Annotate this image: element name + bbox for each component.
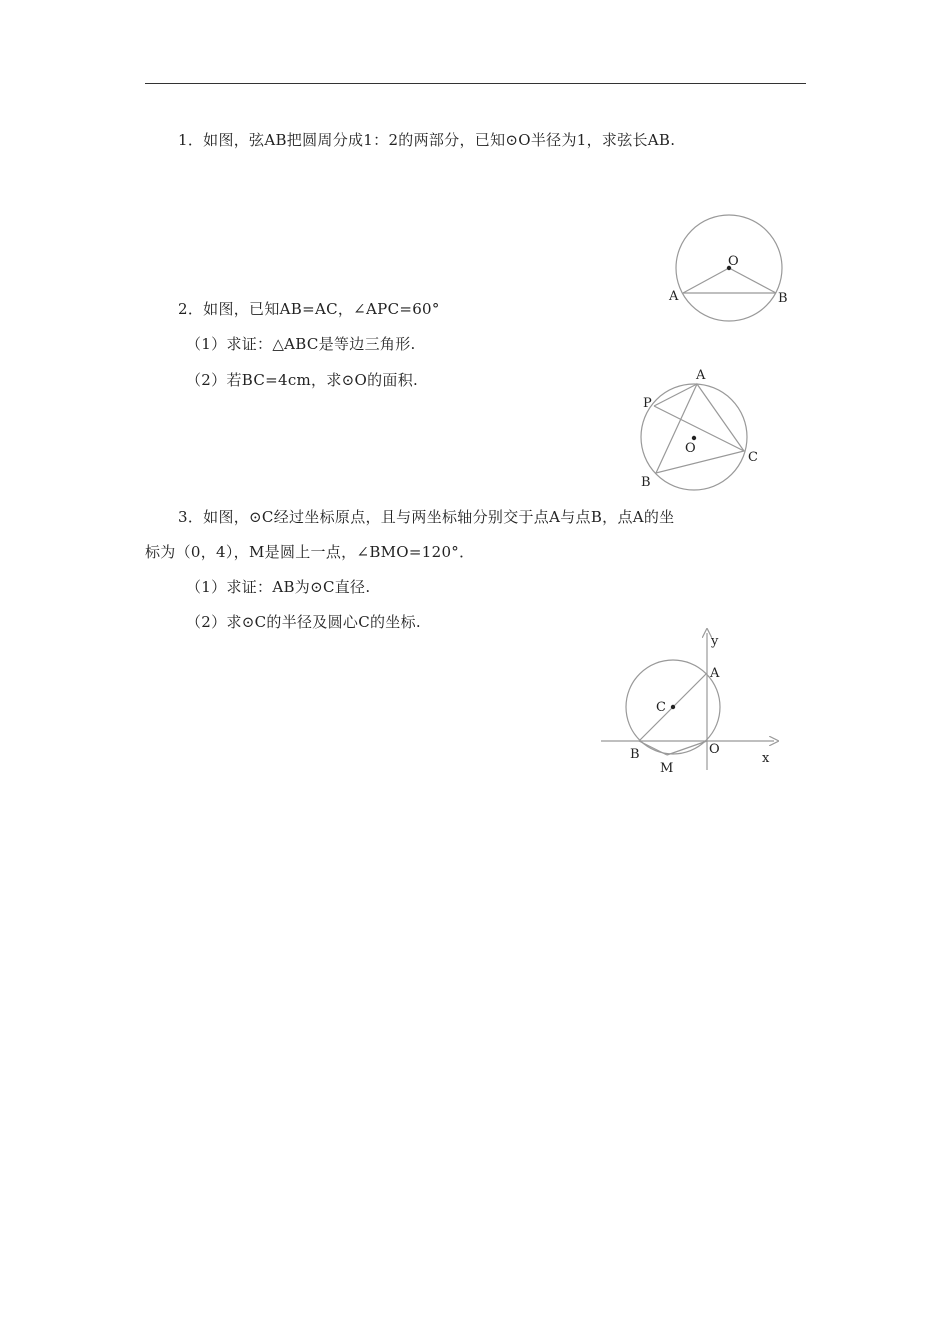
radius-ob: [729, 268, 776, 293]
label-y: y: [711, 634, 719, 649]
problem-1-figure: [660, 210, 800, 330]
label-a: A: [696, 368, 706, 383]
radius-oa: [683, 268, 729, 293]
label-x: x: [762, 751, 770, 766]
segment-pc: [654, 406, 744, 451]
problem-2-part-2: （2）若BC=4cm，求⊙O的面积.: [186, 371, 419, 389]
label-b: B: [641, 475, 651, 490]
center-dot: [692, 436, 696, 440]
label-a: A: [710, 666, 720, 681]
problem-3-line-2: 标为（0，4），M是圆上一点，∠BMO=120°．: [145, 543, 475, 561]
problem-3-part-1: （1）求证：AB为⊙C直径.: [186, 578, 371, 596]
label-c: C: [656, 700, 666, 715]
label-a: A: [669, 289, 679, 304]
label-o: O: [685, 441, 696, 456]
label-m: M: [660, 761, 674, 776]
header-rule: [145, 83, 806, 84]
problem-2-figure: [635, 362, 765, 492]
problem-3-figure: [596, 628, 786, 778]
problem-3-part-2: （2）求⊙C的半径及圆心C的坐标.: [186, 613, 421, 631]
segment-mo: [667, 741, 707, 755]
label-b: B: [630, 747, 640, 762]
problem-2-part-1: （1）求证：△ABC是等边三角形.: [186, 335, 416, 353]
label-p: P: [643, 396, 652, 411]
label-b: B: [778, 291, 788, 306]
label-o: O: [728, 254, 739, 269]
label-o: O: [709, 742, 720, 757]
segment-bm: [639, 741, 667, 755]
center-dot: [671, 705, 675, 709]
problem-1-text: 1．如图，弦AB把圆周分成1：2的两部分，已知⊙O半径为1，求弦长AB.: [178, 131, 676, 149]
problem-2-intro: 2．如图，已知AB=AC，∠APC=60°: [178, 300, 440, 318]
label-c: C: [748, 450, 758, 465]
problem-3-line-1: 3．如图，⊙C经过坐标原点，且与两坐标轴分别交于点A与点B，点A的坐: [178, 508, 675, 526]
